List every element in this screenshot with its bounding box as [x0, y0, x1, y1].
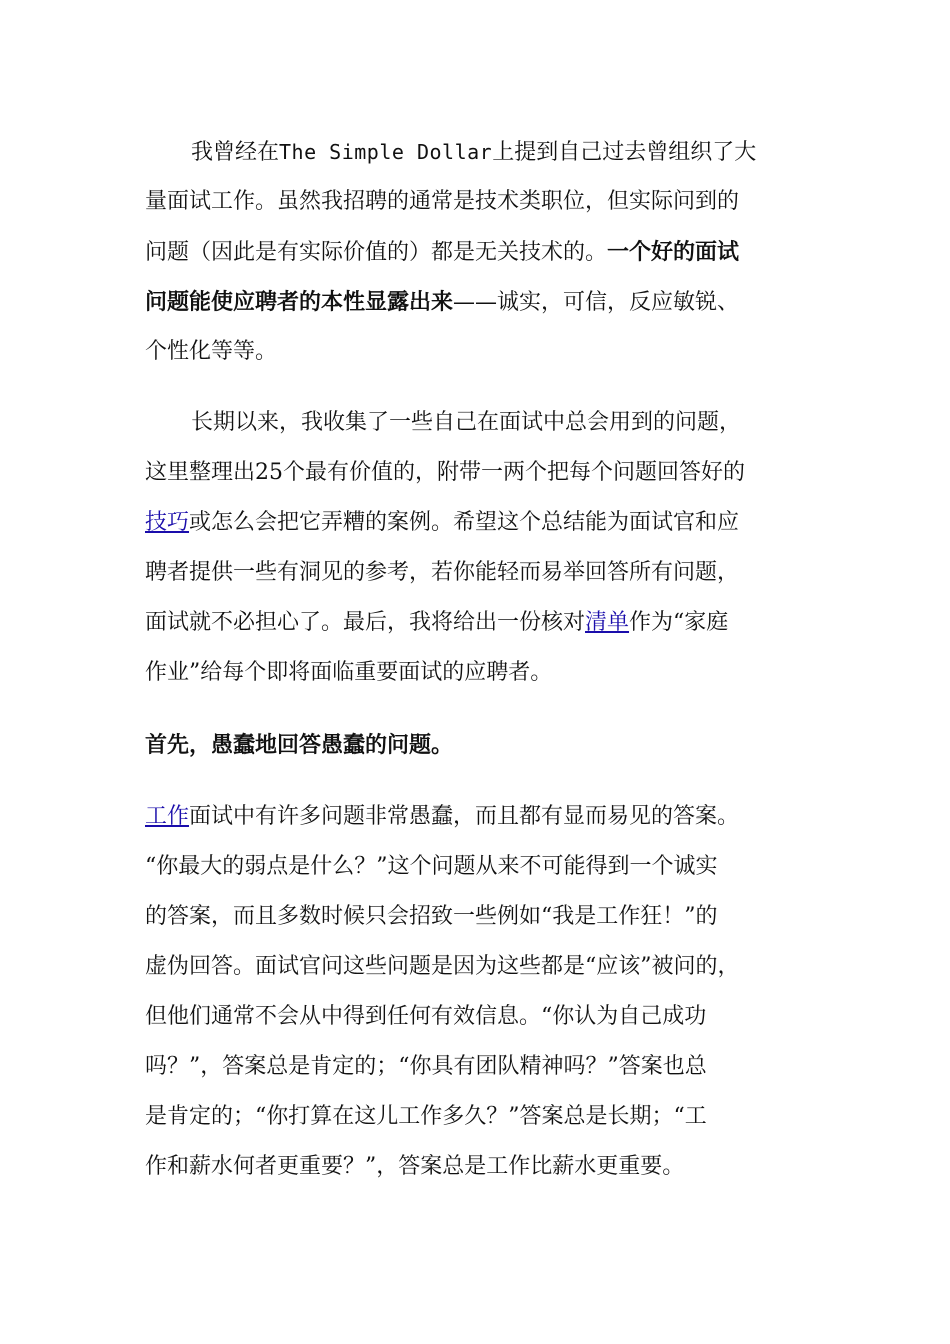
text-line: 聘者提供一些有洞见的参考，若你能轻而易举回答所有问题， [145, 560, 740, 585]
text-line: 但他们通常不会从中得到任何有效信息。“你认为自己成功 [145, 1004, 707, 1029]
text-line [145, 277, 810, 327]
section-heading: 首先，愚蠢地回答愚蠢的问题。 [145, 732, 454, 758]
text-line: 作和薪水何者更重要？”，答案总是工作比薪水更重要。 [145, 1154, 685, 1179]
text-span: ——诚实，可信，反应敏锐、 [453, 290, 740, 315]
text-span: 我曾经在 [191, 140, 280, 165]
bold-emphasis: 一个好的面试 [607, 239, 740, 265]
text-span: 作为“家庭 [629, 610, 729, 635]
text-line: 量面试工作。虽然我招聘的通常是技术类职位，但实际问到的 [145, 189, 740, 214]
collection-paragraph [145, 398, 810, 698]
text-span: 上提到自己过去曾组织了大 [492, 140, 757, 165]
text-line: 作业”给每个即将面临重要面试的应聘者。 [145, 660, 553, 685]
text-line [145, 227, 810, 277]
text-line [145, 398, 810, 448]
text-line [145, 598, 810, 648]
text-line: 个性化等等。 [145, 339, 278, 364]
tips-link[interactable]: 技巧 [145, 510, 190, 535]
text-span: 面试就不必担心了。最后，我将给出一份核对 [145, 610, 586, 635]
text-line [145, 127, 810, 177]
text-line: 是肯定的；“你打算在这儿工作多久？”答案总是长期；“工 [145, 1104, 707, 1129]
text-line: 这里整理出25个最有价值的，附带一两个把每个问题回答好的 [145, 460, 745, 485]
text-line: 吗？”，答案总是肯定的；“你具有团队精神吗？”答案也总 [145, 1054, 707, 1079]
text-line: “你最大的弱点是什么？”这个问题从来不可能得到一个诚实 [145, 854, 718, 879]
text-span: 问题（因此是有实际价值的）都是无关技术的。 [145, 240, 608, 265]
intro-paragraph [145, 127, 810, 377]
text-line [145, 498, 810, 548]
work-link[interactable]: 工作 [145, 804, 190, 829]
text-span: 面试中有许多问题非常愚蠢，而且都有显而易见的答案。 [189, 804, 740, 829]
text-line [145, 792, 810, 842]
stupid-questions-paragraph [145, 792, 810, 1192]
bold-emphasis: 问题能使应聘者的本性显露出来 [145, 289, 454, 315]
text-span: 长期以来，我收集了一些自己在面试中总会用到的问题， [191, 410, 742, 435]
text-span: 或怎么会把它弄糟的案例。希望这个总结能为面试官和应 [189, 510, 740, 535]
blog-name: The Simple Dollar [279, 140, 493, 164]
text-line: 的答案，而且多数时候只会招致一些例如“我是工作狂！”的 [145, 904, 718, 929]
checklist-link[interactable]: 清单 [585, 610, 630, 635]
text-line: 虚伪回答。面试官问这些问题是因为这些都是“应该”被问的， [145, 954, 740, 979]
